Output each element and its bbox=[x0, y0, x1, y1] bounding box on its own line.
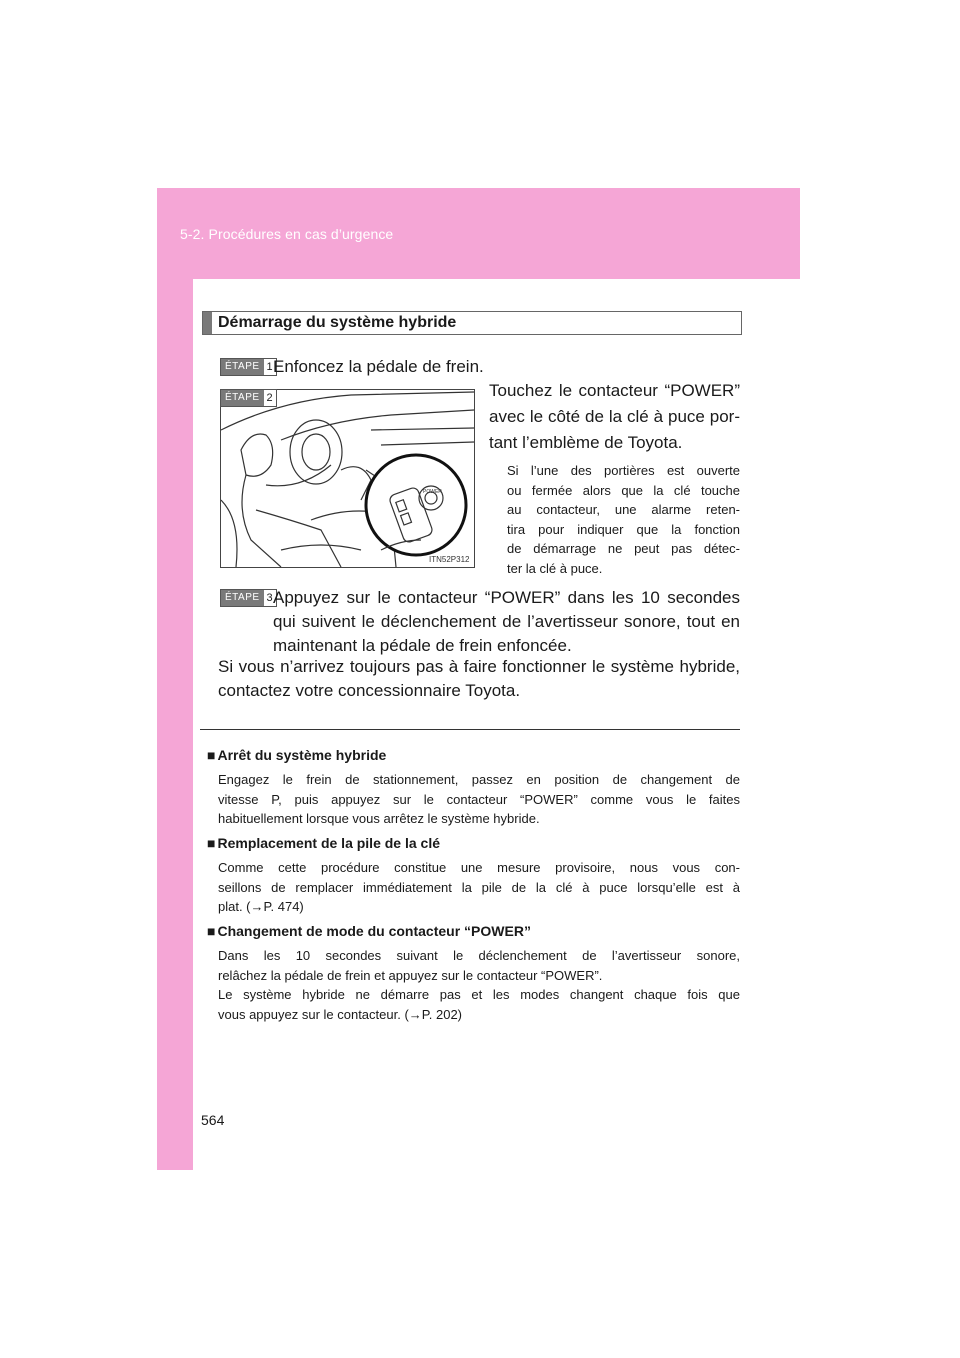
step-1-text: Enfoncez la pédale de frein. bbox=[273, 357, 484, 376]
page-number: 564 bbox=[201, 1112, 225, 1128]
step-label: ÉTAPE bbox=[221, 390, 264, 406]
step-2-note bbox=[507, 461, 740, 578]
power-button-label: POWER bbox=[423, 489, 442, 495]
note-3-body bbox=[218, 946, 740, 1024]
divider bbox=[200, 729, 740, 730]
note-line: au contacteur, une alarme reten- bbox=[507, 502, 740, 517]
note-line: Engagez le frein de stationnement, passez en position de changement de bbox=[218, 772, 740, 787]
step-3-line: maintenant la pédale de frein enfoncée. bbox=[273, 636, 572, 655]
note-line: Si l’une des portières est ouverte bbox=[507, 463, 740, 478]
step-number: 1 bbox=[266, 361, 273, 373]
square-bullet-icon: ■ bbox=[207, 747, 216, 763]
square-bullet-icon: ■ bbox=[207, 923, 216, 939]
note-line: relâchez la pédale de frein et appuyez sur le contacteur “POWER”. bbox=[218, 967, 603, 983]
fallback-line: contactez votre concessionnaire Toyota. bbox=[218, 681, 521, 700]
note-line: seillons de remplacer immédiatement la pile de la clé à puce lorsqu’elle est à bbox=[218, 879, 740, 895]
note-2-body bbox=[218, 858, 740, 917]
step-3-line: Appuyez sur le contacteur “POWER” dans les 10 secondes bbox=[273, 588, 740, 607]
note-line: plat. (→P. 474) bbox=[218, 899, 304, 914]
step-2-line: avec le côté de la clé à puce por- bbox=[489, 407, 740, 426]
step-3-line: qui suivent le déclenchement de l’avertisseur sonore, tout en bbox=[273, 612, 740, 631]
step-2-line: tant l’emblème de Toyota. bbox=[489, 433, 683, 452]
step-1-badge bbox=[220, 358, 277, 376]
step-number: 3 bbox=[266, 592, 273, 604]
note-2-title: ■ Remplacement de la pile de la clé bbox=[207, 835, 441, 851]
fallback-text bbox=[218, 655, 740, 703]
step-number: 2 bbox=[266, 392, 273, 404]
step-label: ÉTAPE bbox=[221, 590, 264, 606]
note-line: vous appuyez sur le contacteur. (→P. 202) bbox=[218, 1006, 463, 1022]
driver-illustration bbox=[221, 390, 474, 567]
step-2-text bbox=[489, 378, 740, 456]
note-line: ter la clé à puce. bbox=[507, 560, 603, 576]
note-line: ou fermée alors que la clé touche bbox=[507, 482, 740, 498]
step-label: ÉTAPE bbox=[221, 359, 264, 375]
note-1-title: ■ Arrêt du système hybride bbox=[207, 747, 387, 763]
title-marker bbox=[203, 312, 212, 334]
note-3-title: ■ Changement de mode du contacteur “POWER” bbox=[207, 923, 531, 939]
fallback-line: Si vous n’arrivez toujours pas à faire fonctionner le système hybride, bbox=[218, 657, 740, 676]
step-2-line: Touchez le contacteur “POWER” bbox=[489, 381, 740, 400]
note-line: tira pour indiquer que la fonction bbox=[507, 521, 740, 537]
square-bullet-icon: ■ bbox=[207, 835, 216, 851]
note-line: de démarrage ne peut pas détec- bbox=[507, 541, 740, 556]
section-title-box bbox=[202, 311, 742, 335]
step-2-badge bbox=[220, 389, 277, 407]
step-3-badge bbox=[220, 589, 277, 607]
note-line: vitesse P, puis appuyez sur le contacteur “POWER” comme vous le faites bbox=[218, 791, 740, 807]
note-line: Le système hybride ne démarre pas et les modes changent chaque fois que bbox=[218, 987, 740, 1002]
step-3-text bbox=[273, 586, 740, 658]
note-line: Dans les 10 secondes suivant le déclenchement de l’avertisseur sonore, bbox=[218, 948, 740, 963]
note-line: Comme cette procédure constitue une mesure provisoire, nous vous con- bbox=[218, 860, 740, 875]
figure-code: ITN52P312 bbox=[429, 555, 470, 564]
note-1-body bbox=[218, 770, 740, 829]
power-switch-illustration bbox=[220, 389, 475, 568]
note-line: habituellement lorsque vous arrêtez le système hybride. bbox=[218, 811, 540, 826]
section-label: 5-2. Procédures en cas d’urgence bbox=[180, 226, 394, 242]
section-title: Démarrage du système hybride bbox=[218, 314, 457, 331]
side-band bbox=[157, 279, 193, 1170]
